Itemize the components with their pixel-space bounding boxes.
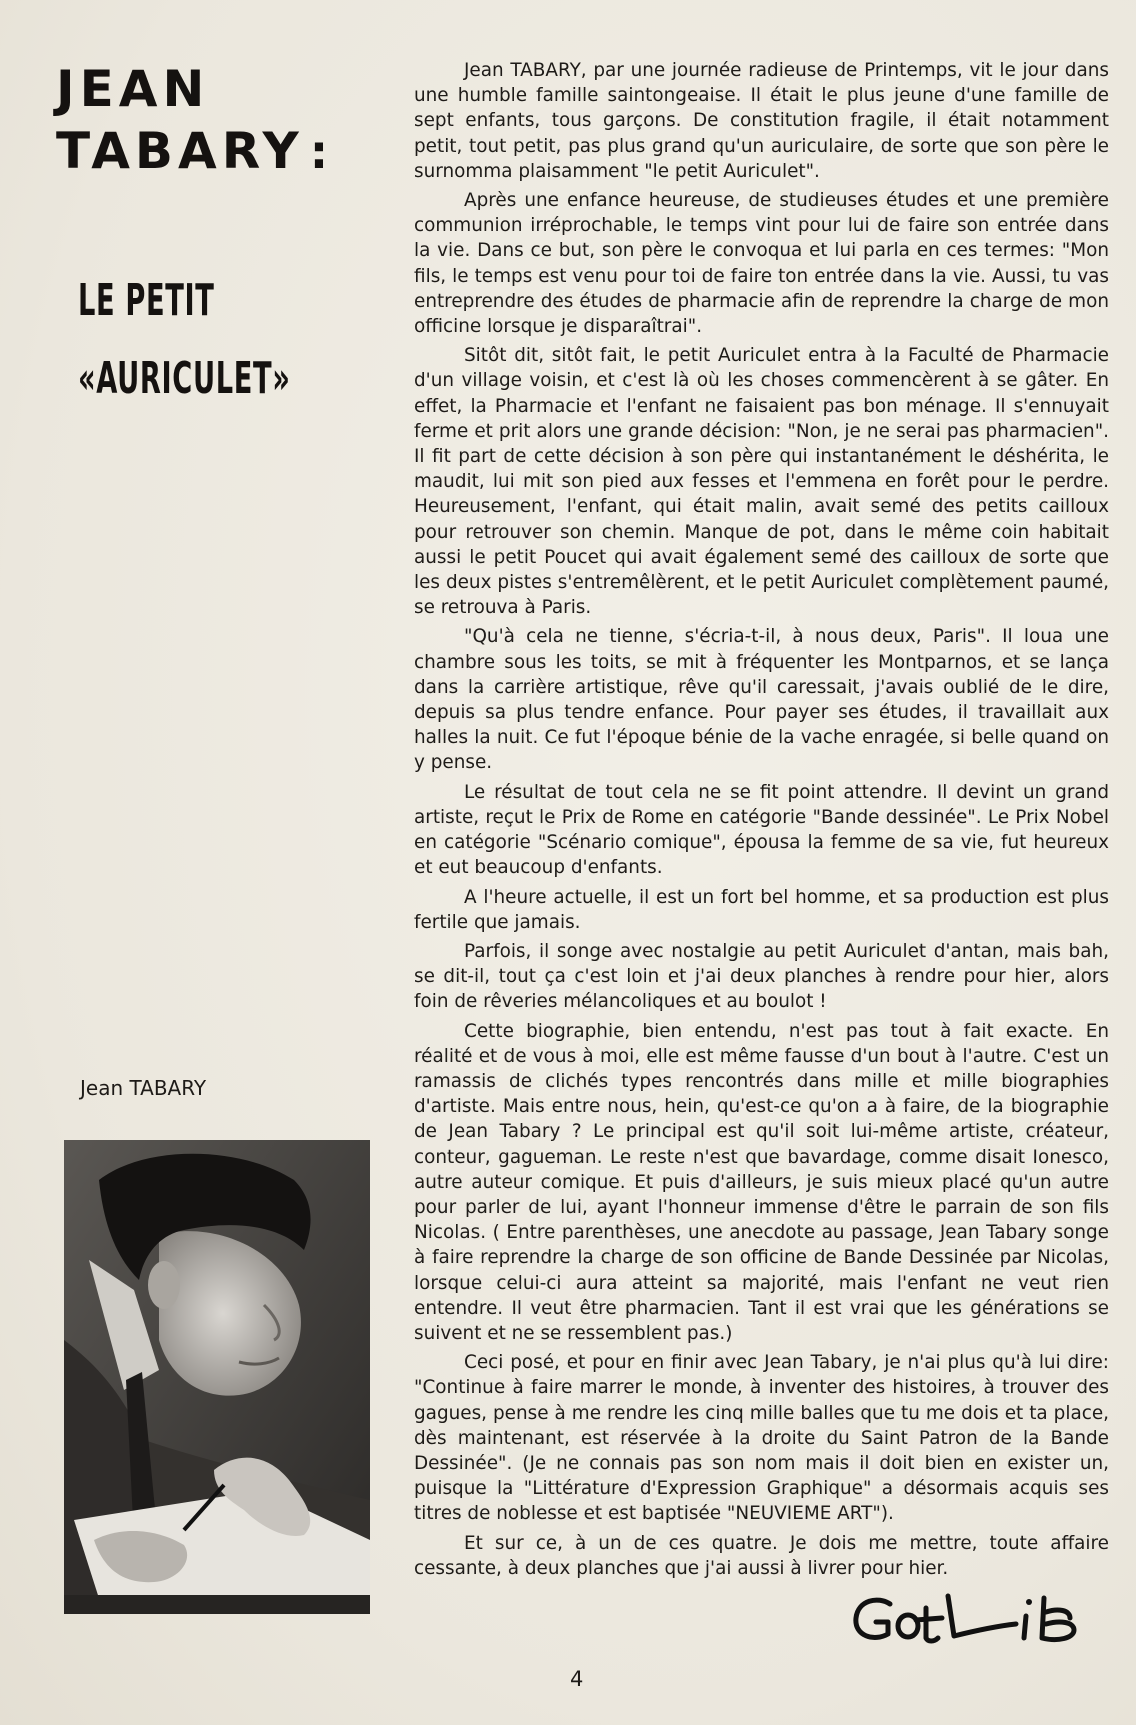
article-title bbox=[56, 58, 328, 183]
article-paragraph: Après une enfance heureuse, de studieuses études et une première communion irréprochable, le temps vint pour lui de faire son entrée dans la vie. Dans ce but, son père le convoqua et lui parla en ces termes: "Mon fils, le temps est venu pour toi de faire ton entrée dans la vie. Aussi, tu vas entreprendre des études de pharmacie afin de reprendre la charge de mon officine lorsque je disparaîtrai". bbox=[414, 190, 1109, 338]
title-line-first-name: JEAN bbox=[56, 60, 210, 118]
article-subtitle bbox=[78, 262, 290, 418]
article-paragraph: Sitôt dit, sitôt fait, le petit Auriculet entra à la Faculté de Pharmacie d'un village voisin, et c'est là où les choses commencèrent à se gâter. En effet, la Pharmacie et l'enfant ne faisaient pas bon ménage. Il s'ennuyait ferme et prit alors une grande décision: "Non, je ne serai pas pharmacien". Il fit part de cette décision à son père qui instantanément le déshérita, le maudit, lui mit son pied aux fesses et l'emmena en forêt pour le perdre. Heureusement, l'enfant, qui était malin, avait semé des petits cailloux pour retrouver son chemin. Manque de pot, dans le même coin habitait aussi le petit Poucet qui avait également semé des cailloux de sorte que les deux pistes s'entremêlèrent, et le petit Auriculet complètement paumé, se retrouva à Paris. bbox=[414, 345, 1109, 619]
article-paragraph: Jean TABARY, par une journée radieuse de Printemps, vit le jour dans une humble famille saintongeaise. Il était le plus jeune d'une famille de sept enfants, tous garçons. De constitution fragile, il était notamment petit, tout petit, pas plus grand qu'un auriculaire, de sorte que son père le surnomma plaisamment "le petit Auriculet". bbox=[414, 60, 1109, 182]
portrait-illustration bbox=[64, 1140, 370, 1614]
article-paragraph: Et sur ce, à un de ces quatre. Je dois me mettre, toute affaire cessante, à deux planches que j'ai aussi à livrer pour hier. bbox=[414, 1532, 1109, 1579]
signature-graphic bbox=[848, 1590, 1088, 1650]
subtitle-line-2: «AURICULET» bbox=[78, 353, 291, 404]
author-signature bbox=[848, 1590, 1088, 1650]
photo-caption: Jean TABARY bbox=[80, 1076, 207, 1100]
article-paragraph: Le résultat de tout cela ne se fit point attendre. Il devint un grand artiste, reçut le Prix de Rome en catégorie "Bande dessinée". Le Prix Nobel en catégorie "Scénario comique", épousa la femme de sa vie, fut heureux et eut beaucoup d'enfants. bbox=[414, 781, 1109, 879]
article-paragraph: A l'heure actuelle, il est un fort bel homme, et sa production est plus fertile que jamais. bbox=[414, 886, 1109, 933]
article-paragraph: Cette biographie, bien entendu, n'est pas tout à fait exacte. En réalité et de vous à moi, elle est même fausse d'un bout à l'autre. C'est un ramassis de clichés types rencontrés dans mille et mille biographies d'artiste. Mais entre nous, hein, qu'est-ce qu'on a à faire, de la biographie de Jean Tabary ? Le principal est qu'il soit lui-même artiste, créateur, conteur, gagueman. Le reste n'est que bavardage, comme disait Ionesco, autre auteur comique. Et puis d'ailleurs, je suis mieux placé qu'un autre pour parler de lui, ayant l'honneur immense d'être le parrain de son fils Nicolas. ( Entre parenthèses, une anecdote au passage, Jean Tabary songe à faire reprendre la charge de son officine de Bande Dessinée par Nicolas, lorsque celui-ci aura atteint sa majorité, mais l'enfant ne veut rien entendre. Il veut être pharmacien. Tant il est vrai que les générations se suivent et ne se ressemblent pas.) bbox=[414, 1020, 1109, 1344]
page-number: 4 bbox=[570, 1667, 584, 1691]
article-paragraph: Ceci posé, et pour en finir avec Jean Tabary, je n'ai plus qu'à lui dire: "Continue à faire marrer le monde, à inventer des histoires, à trouver des gagues, pense à me rendre les cinq mille balles que tu me dois et ta place, dès maintenant, est réservée à la droite du Saint Patron de la Bande Dessinée". (Je ne connais pas son nom mais il doit bien en exister un, puisque la "Littérature d'Expression Graphique" a désormais acquis ses titres de noblesse et est baptisée "NEUVIEME ART"). bbox=[414, 1352, 1109, 1525]
portrait-photo bbox=[64, 1140, 370, 1614]
article-body bbox=[414, 58, 1109, 1585]
article-paragraph: Parfois, il songe avec nostalgie au petit Auriculet d'antan, mais bah, se dit-il, tout ça c'est loin et j'ai deux planches à rendre pour hier, alors foin de rêveries mélancoliques et au boulot ! bbox=[414, 940, 1109, 1013]
article-paragraph: "Qu'à cela ne tienne, s'écria-t-il, à nous deux, Paris". Il loua une chambre sous les toits, se mit à fréquenter les Montparnos, et se lança dans la carrière artistique, rêve qu'il caressait, j'avais oublié de le dire, depuis sa plus tendre enfance. Pour payer ses études, il travaillait aux halles la nuit. Ce fut l'époque bénie de la vache enragée, si belle quand on y pense. bbox=[414, 626, 1109, 774]
title-colon: : bbox=[309, 125, 329, 179]
title-line-last-name: TABARY : bbox=[56, 122, 329, 180]
subtitle-line-1: LE PETIT bbox=[78, 275, 215, 326]
